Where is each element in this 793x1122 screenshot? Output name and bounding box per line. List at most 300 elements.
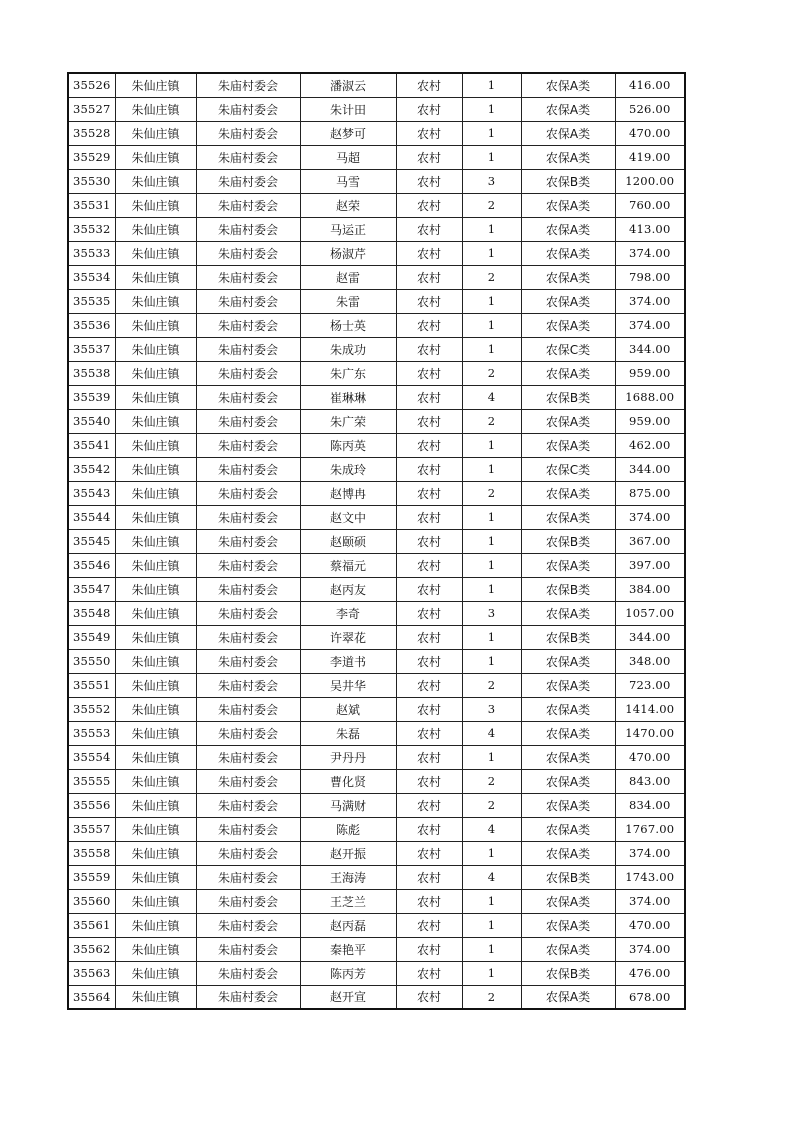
amount-cell: 470.00 [615,745,685,769]
town-cell: 朱仙庄镇 [115,409,196,433]
table-row [68,865,685,889]
insurance-category-cell: 农保A类 [521,145,615,169]
town-cell: 朱仙庄镇 [115,73,196,97]
town-cell: 朱仙庄镇 [115,505,196,529]
table-row [68,481,685,505]
name-cell: 赵斌 [300,697,396,721]
village-committee-cell: 朱庙村委会 [196,553,300,577]
serial-number-cell: 35561 [68,913,115,937]
name-cell: 潘淑云 [300,73,396,97]
insurance-category-cell: 农保A类 [521,433,615,457]
insurance-category-cell: 农保A类 [521,985,615,1009]
household-type-cell: 农村 [396,121,462,145]
serial-number-cell: 35536 [68,313,115,337]
serial-number-cell: 35548 [68,601,115,625]
table-row [68,121,685,145]
household-type-cell: 农村 [396,649,462,673]
table-row [68,961,685,985]
table-body [68,73,685,1009]
serial-number-cell: 35527 [68,97,115,121]
household-type-cell: 农村 [396,73,462,97]
table-row [68,793,685,817]
amount-cell: 1057.00 [615,601,685,625]
household-type-cell: 农村 [396,409,462,433]
town-cell: 朱仙庄镇 [115,577,196,601]
table-row [68,649,685,673]
name-cell: 王芝兰 [300,889,396,913]
name-cell: 李道书 [300,649,396,673]
village-committee-cell: 朱庙村委会 [196,625,300,649]
insurance-category-cell: 农保A类 [521,841,615,865]
serial-number-cell: 35538 [68,361,115,385]
person-count-cell: 1 [462,745,521,769]
village-committee-cell: 朱庙村委会 [196,337,300,361]
village-committee-cell: 朱庙村委会 [196,841,300,865]
amount-cell: 476.00 [615,961,685,985]
village-committee-cell: 朱庙村委会 [196,169,300,193]
serial-number-cell: 35531 [68,193,115,217]
table-row [68,697,685,721]
village-committee-cell: 朱庙村委会 [196,289,300,313]
insurance-category-cell: 农保A类 [521,721,615,745]
person-count-cell: 4 [462,721,521,745]
amount-cell: 413.00 [615,217,685,241]
insurance-category-cell: 农保A类 [521,241,615,265]
insurance-category-cell: 农保B类 [521,961,615,985]
village-committee-cell: 朱庙村委会 [196,457,300,481]
household-type-cell: 农村 [396,169,462,193]
table-row [68,841,685,865]
table-row [68,289,685,313]
table-row [68,313,685,337]
table-row [68,937,685,961]
person-count-cell: 1 [462,553,521,577]
amount-cell: 875.00 [615,481,685,505]
person-count-cell: 2 [462,409,521,433]
household-type-cell: 农村 [396,217,462,241]
amount-cell: 397.00 [615,553,685,577]
town-cell: 朱仙庄镇 [115,169,196,193]
person-count-cell: 1 [462,433,521,457]
table-row [68,529,685,553]
serial-number-cell: 35553 [68,721,115,745]
person-count-cell: 1 [462,505,521,529]
person-count-cell: 1 [462,73,521,97]
name-cell: 赵荣 [300,193,396,217]
name-cell: 赵博冉 [300,481,396,505]
village-committee-cell: 朱庙村委会 [196,985,300,1009]
insurance-category-cell: 农保B类 [521,625,615,649]
village-committee-cell: 朱庙村委会 [196,193,300,217]
town-cell: 朱仙庄镇 [115,937,196,961]
table-row [68,721,685,745]
town-cell: 朱仙庄镇 [115,193,196,217]
name-cell: 朱雷 [300,289,396,313]
serial-number-cell: 35546 [68,553,115,577]
town-cell: 朱仙庄镇 [115,601,196,625]
person-count-cell: 1 [462,889,521,913]
village-committee-cell: 朱庙村委会 [196,313,300,337]
serial-number-cell: 35539 [68,385,115,409]
name-cell: 李奇 [300,601,396,625]
insurance-category-cell: 农保A类 [521,361,615,385]
table-row [68,145,685,169]
serial-number-cell: 35543 [68,481,115,505]
person-count-cell: 1 [462,649,521,673]
household-type-cell: 农村 [396,697,462,721]
insurance-category-cell: 农保A类 [521,817,615,841]
amount-cell: 374.00 [615,505,685,529]
town-cell: 朱仙庄镇 [115,913,196,937]
name-cell: 许翠花 [300,625,396,649]
amount-cell: 1470.00 [615,721,685,745]
household-type-cell: 农村 [396,193,462,217]
person-count-cell: 2 [462,673,521,697]
serial-number-cell: 35558 [68,841,115,865]
serial-number-cell: 35551 [68,673,115,697]
village-committee-cell: 朱庙村委会 [196,601,300,625]
serial-number-cell: 35528 [68,121,115,145]
serial-number-cell: 35526 [68,73,115,97]
household-type-cell: 农村 [396,241,462,265]
insurance-category-cell: 农保A类 [521,673,615,697]
household-type-cell: 农村 [396,145,462,169]
amount-cell: 959.00 [615,361,685,385]
household-type-cell: 农村 [396,265,462,289]
table-row [68,673,685,697]
name-cell: 杨淑芹 [300,241,396,265]
town-cell: 朱仙庄镇 [115,361,196,385]
household-type-cell: 农村 [396,577,462,601]
village-committee-cell: 朱庙村委会 [196,529,300,553]
person-count-cell: 4 [462,817,521,841]
town-cell: 朱仙庄镇 [115,313,196,337]
table-row [68,817,685,841]
serial-number-cell: 35559 [68,865,115,889]
serial-number-cell: 35533 [68,241,115,265]
amount-cell: 526.00 [615,97,685,121]
person-count-cell: 2 [462,481,521,505]
table-row [68,193,685,217]
household-type-cell: 农村 [396,961,462,985]
amount-cell: 374.00 [615,841,685,865]
village-committee-cell: 朱庙村委会 [196,433,300,457]
name-cell: 秦艳平 [300,937,396,961]
village-committee-cell: 朱庙村委会 [196,217,300,241]
town-cell: 朱仙庄镇 [115,817,196,841]
village-committee-cell: 朱庙村委会 [196,937,300,961]
serial-number-cell: 35555 [68,769,115,793]
household-type-cell: 农村 [396,433,462,457]
table-row [68,361,685,385]
serial-number-cell: 35554 [68,745,115,769]
name-cell: 王海涛 [300,865,396,889]
person-count-cell: 2 [462,361,521,385]
person-count-cell: 1 [462,841,521,865]
amount-cell: 1414.00 [615,697,685,721]
table-row [68,337,685,361]
name-cell: 曹化贤 [300,769,396,793]
insurance-category-cell: 农保A类 [521,697,615,721]
amount-cell: 678.00 [615,985,685,1009]
household-type-cell: 农村 [396,889,462,913]
table-row [68,913,685,937]
village-committee-cell: 朱庙村委会 [196,769,300,793]
table-row [68,601,685,625]
table-row [68,433,685,457]
village-committee-cell: 朱庙村委会 [196,721,300,745]
records-table [67,72,686,1010]
village-committee-cell: 朱庙村委会 [196,577,300,601]
household-type-cell: 农村 [396,457,462,481]
name-cell: 赵梦可 [300,121,396,145]
village-committee-cell: 朱庙村委会 [196,361,300,385]
person-count-cell: 1 [462,937,521,961]
household-type-cell: 农村 [396,793,462,817]
amount-cell: 344.00 [615,457,685,481]
person-count-cell: 1 [462,529,521,553]
amount-cell: 416.00 [615,73,685,97]
village-committee-cell: 朱庙村委会 [196,121,300,145]
household-type-cell: 农村 [396,985,462,1009]
household-type-cell: 农村 [396,97,462,121]
town-cell: 朱仙庄镇 [115,289,196,313]
amount-cell: 1767.00 [615,817,685,841]
village-committee-cell: 朱庙村委会 [196,913,300,937]
town-cell: 朱仙庄镇 [115,961,196,985]
village-committee-cell: 朱庙村委会 [196,73,300,97]
person-count-cell: 1 [462,217,521,241]
household-type-cell: 农村 [396,817,462,841]
amount-cell: 344.00 [615,337,685,361]
amount-cell: 374.00 [615,937,685,961]
serial-number-cell: 35529 [68,145,115,169]
village-committee-cell: 朱庙村委会 [196,145,300,169]
amount-cell: 1200.00 [615,169,685,193]
name-cell: 赵雷 [300,265,396,289]
insurance-category-cell: 农保A类 [521,553,615,577]
household-type-cell: 农村 [396,505,462,529]
town-cell: 朱仙庄镇 [115,241,196,265]
insurance-category-cell: 农保A类 [521,121,615,145]
serial-number-cell: 35542 [68,457,115,481]
serial-number-cell: 35550 [68,649,115,673]
town-cell: 朱仙庄镇 [115,529,196,553]
serial-number-cell: 35540 [68,409,115,433]
table-row [68,985,685,1009]
town-cell: 朱仙庄镇 [115,457,196,481]
name-cell: 吴井华 [300,673,396,697]
household-type-cell: 农村 [396,289,462,313]
name-cell: 朱广东 [300,361,396,385]
table-row [68,745,685,769]
insurance-category-cell: 农保B类 [521,169,615,193]
name-cell: 陈彪 [300,817,396,841]
town-cell: 朱仙庄镇 [115,217,196,241]
town-cell: 朱仙庄镇 [115,793,196,817]
name-cell: 马超 [300,145,396,169]
person-count-cell: 1 [462,457,521,481]
town-cell: 朱仙庄镇 [115,433,196,457]
name-cell: 赵开宣 [300,985,396,1009]
household-type-cell: 农村 [396,769,462,793]
amount-cell: 1743.00 [615,865,685,889]
insurance-category-cell: 农保C类 [521,457,615,481]
amount-cell: 348.00 [615,649,685,673]
town-cell: 朱仙庄镇 [115,97,196,121]
town-cell: 朱仙庄镇 [115,697,196,721]
serial-number-cell: 35534 [68,265,115,289]
village-committee-cell: 朱庙村委会 [196,265,300,289]
household-type-cell: 农村 [396,337,462,361]
village-committee-cell: 朱庙村委会 [196,745,300,769]
insurance-category-cell: 农保A类 [521,505,615,529]
village-committee-cell: 朱庙村委会 [196,865,300,889]
table-row [68,385,685,409]
person-count-cell: 1 [462,961,521,985]
amount-cell: 834.00 [615,793,685,817]
person-count-cell: 1 [462,121,521,145]
amount-cell: 1688.00 [615,385,685,409]
person-count-cell: 2 [462,793,521,817]
person-count-cell: 2 [462,769,521,793]
town-cell: 朱仙庄镇 [115,841,196,865]
serial-number-cell: 35547 [68,577,115,601]
table-row [68,769,685,793]
name-cell: 马运正 [300,217,396,241]
amount-cell: 344.00 [615,625,685,649]
town-cell: 朱仙庄镇 [115,121,196,145]
person-count-cell: 4 [462,385,521,409]
person-count-cell: 3 [462,601,521,625]
person-count-cell: 1 [462,625,521,649]
serial-number-cell: 35560 [68,889,115,913]
amount-cell: 470.00 [615,913,685,937]
household-type-cell: 农村 [396,361,462,385]
name-cell: 朱磊 [300,721,396,745]
person-count-cell: 3 [462,169,521,193]
insurance-category-cell: 农保A类 [521,649,615,673]
amount-cell: 374.00 [615,889,685,913]
table-row [68,457,685,481]
town-cell: 朱仙庄镇 [115,985,196,1009]
serial-number-cell: 35563 [68,961,115,985]
village-committee-cell: 朱庙村委会 [196,481,300,505]
town-cell: 朱仙庄镇 [115,337,196,361]
town-cell: 朱仙庄镇 [115,481,196,505]
village-committee-cell: 朱庙村委会 [196,241,300,265]
insurance-category-cell: 农保A类 [521,265,615,289]
person-count-cell: 1 [462,97,521,121]
serial-number-cell: 35537 [68,337,115,361]
serial-number-cell: 35549 [68,625,115,649]
village-committee-cell: 朱庙村委会 [196,385,300,409]
table-row [68,73,685,97]
serial-number-cell: 35544 [68,505,115,529]
amount-cell: 384.00 [615,577,685,601]
household-type-cell: 农村 [396,745,462,769]
amount-cell: 367.00 [615,529,685,553]
name-cell: 朱成玲 [300,457,396,481]
insurance-category-cell: 农保A类 [521,481,615,505]
amount-cell: 760.00 [615,193,685,217]
table-row [68,409,685,433]
household-type-cell: 农村 [396,481,462,505]
insurance-category-cell: 农保A类 [521,409,615,433]
amount-cell: 470.00 [615,121,685,145]
town-cell: 朱仙庄镇 [115,673,196,697]
insurance-category-cell: 农保A类 [521,889,615,913]
table-row [68,553,685,577]
serial-number-cell: 35541 [68,433,115,457]
insurance-category-cell: 农保A类 [521,289,615,313]
name-cell: 赵丙友 [300,577,396,601]
person-count-cell: 3 [462,697,521,721]
table-row [68,625,685,649]
town-cell: 朱仙庄镇 [115,865,196,889]
name-cell: 朱成功 [300,337,396,361]
village-committee-cell: 朱庙村委会 [196,961,300,985]
serial-number-cell: 35530 [68,169,115,193]
household-type-cell: 农村 [396,313,462,337]
name-cell: 马满财 [300,793,396,817]
household-type-cell: 农村 [396,865,462,889]
name-cell: 杨士英 [300,313,396,337]
name-cell: 蔡福元 [300,553,396,577]
amount-cell: 374.00 [615,241,685,265]
serial-number-cell: 35564 [68,985,115,1009]
table-row [68,169,685,193]
serial-number-cell: 35535 [68,289,115,313]
amount-cell: 419.00 [615,145,685,169]
person-count-cell: 4 [462,865,521,889]
household-type-cell: 农村 [396,913,462,937]
insurance-category-cell: 农保A类 [521,217,615,241]
village-committee-cell: 朱庙村委会 [196,505,300,529]
table-row [68,889,685,913]
insurance-category-cell: 农保B类 [521,577,615,601]
amount-cell: 959.00 [615,409,685,433]
person-count-cell: 2 [462,265,521,289]
village-committee-cell: 朱庙村委会 [196,793,300,817]
insurance-category-cell: 农保A类 [521,745,615,769]
serial-number-cell: 35562 [68,937,115,961]
name-cell: 马雪 [300,169,396,193]
table-row [68,265,685,289]
insurance-category-cell: 农保A类 [521,73,615,97]
person-count-cell: 2 [462,985,521,1009]
village-committee-cell: 朱庙村委会 [196,409,300,433]
village-committee-cell: 朱庙村委会 [196,673,300,697]
village-committee-cell: 朱庙村委会 [196,697,300,721]
town-cell: 朱仙庄镇 [115,145,196,169]
insurance-category-cell: 农保A类 [521,937,615,961]
household-type-cell: 农村 [396,553,462,577]
town-cell: 朱仙庄镇 [115,745,196,769]
amount-cell: 723.00 [615,673,685,697]
person-count-cell: 1 [462,313,521,337]
town-cell: 朱仙庄镇 [115,265,196,289]
town-cell: 朱仙庄镇 [115,769,196,793]
amount-cell: 374.00 [615,313,685,337]
person-count-cell: 1 [462,337,521,361]
person-count-cell: 1 [462,577,521,601]
insurance-category-cell: 农保C类 [521,337,615,361]
serial-number-cell: 35552 [68,697,115,721]
town-cell: 朱仙庄镇 [115,553,196,577]
serial-number-cell: 35556 [68,793,115,817]
name-cell: 赵开振 [300,841,396,865]
